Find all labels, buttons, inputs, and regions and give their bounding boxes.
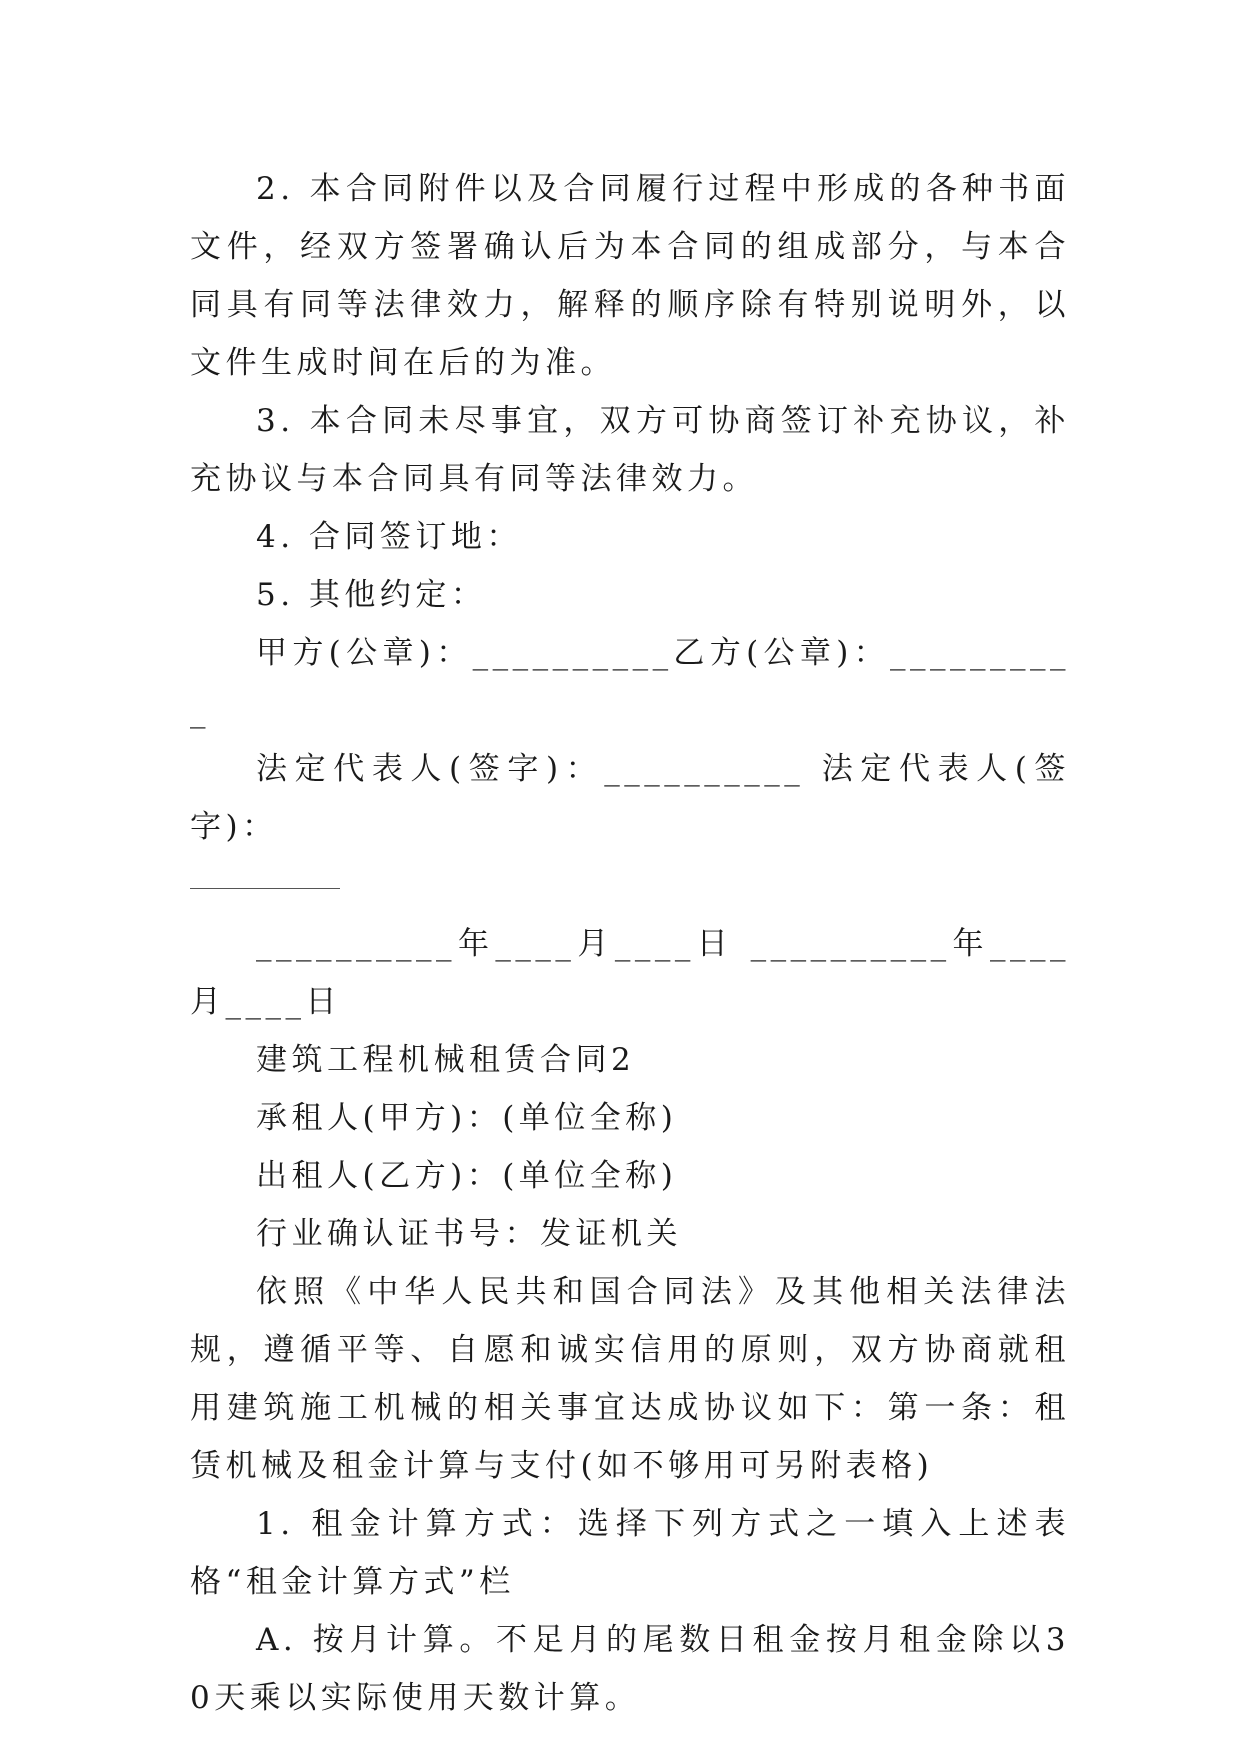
monthly-calculation-paragraph: A. 按月计算。不足月的尾数日租金按月租金除以30天乘以实际使用天数计算。	[190, 1622, 1070, 1716]
paragraph-clause-4: 4. 合同签订地：	[256, 519, 522, 555]
rent-calculation-paragraph: 1. 租金计算方式：选择下列方式之一填入上述表格“租金计算方式”栏	[190, 1506, 1070, 1600]
date-line: __________年____月____日 __________年____月____日	[190, 926, 1070, 1020]
paragraph-clause-5: 5. 其他约定：	[256, 577, 487, 613]
signature-blank	[190, 860, 340, 889]
party-seal-line: 甲方(公章)：__________乙方(公章)：__________	[190, 635, 1070, 729]
paragraph-clause-2: 2. 本合同附件以及合同履行过程中形成的各种书面文件，经双方签署确认后为本合同的组成部分，与本合同具有同等法律效力，解释的顺序除有特别说明外，以文件生成时间在后的为准。	[190, 171, 1070, 381]
preamble-paragraph: 依照《中华人民共和国合同法》及其他相关法律法规，遵循平等、自愿和诚实信用的原则，双方协商就租用建筑施工机械的相关事宜达成协议如下：第一条：租赁机械及租金计算与支付(如不够用可另附表格)	[190, 1274, 1070, 1484]
lessee-line: 承租人(甲方)：(单位全称)	[256, 1100, 678, 1136]
contract-title: 建筑工程机械租赁合同2	[256, 1042, 636, 1078]
paragraph-clause-3: 3. 本合同未尽事宜，双方可协商签订补充协议，补充协议与本合同具有同等法律效力。	[190, 403, 1070, 497]
lessor-line: 出租人(乙方)：(单位全称)	[256, 1158, 678, 1194]
certificate-line: 行业确认证书号：发证机关	[256, 1216, 682, 1252]
legal-rep-signature-line: 法定代表人(签字)：__________ 法定代表人(签字)：	[190, 751, 1070, 845]
document-page	[190, 160, 1070, 1727]
